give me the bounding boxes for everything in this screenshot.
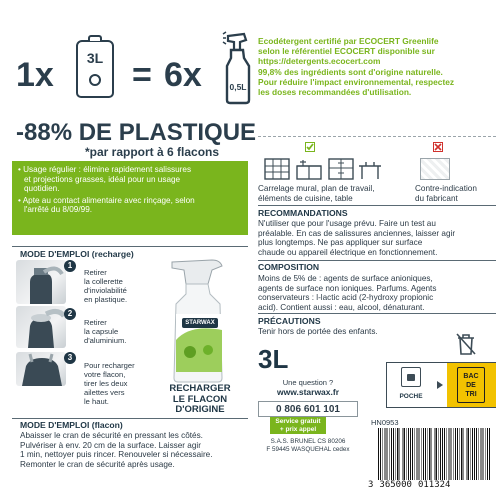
- barcode-digits: [368, 480, 496, 490]
- step3-number: 3: [64, 352, 76, 364]
- plastic-headline: -88% DE PLASTIQUE: [16, 119, 257, 146]
- mode-flacon-line: Pulvériser à env. 20 cm de la surface. Laisser agir: [20, 440, 201, 450]
- phone-number: 0 806 601 101: [276, 403, 340, 415]
- recommandations-line: préalable. En cas de salissures anciennes, laisser agir: [258, 228, 456, 238]
- qty-refill: 1x: [16, 56, 54, 94]
- step-line: tirer les deux: [84, 379, 128, 388]
- kitchen-icon: [328, 158, 354, 180]
- usage-line: quotidien.: [24, 184, 60, 194]
- service-line: + prix appel: [279, 425, 317, 433]
- step-line: la collerette: [84, 277, 123, 286]
- plastic-sub: *par rapport à 6 flacons: [85, 145, 220, 159]
- refill-can-icon: [76, 40, 114, 98]
- step-line: le haut.: [84, 397, 109, 406]
- arrow-icon: [437, 381, 443, 389]
- recycle-panel: [386, 362, 496, 408]
- composition-title: COMPOSITION: [258, 262, 320, 272]
- recommandations-line: chaude ou appareil électrique en fonctionnement.: [258, 247, 438, 257]
- surface-ok-text: [258, 184, 408, 203]
- step-line: la capsule: [84, 327, 119, 336]
- ecolabel-line: 99,8% des ingrédients sont d'origine naturelle.: [258, 66, 443, 77]
- surface-no-line: Contre-indication: [415, 184, 477, 193]
- table-icon: [358, 160, 382, 180]
- surface-ok-line: Carrelage mural, plan de travail,: [258, 184, 375, 193]
- surface-no-line: du fabricant: [415, 193, 458, 203]
- precautions-title: PRÉCAUTIONS: [258, 316, 321, 326]
- surface-divider: [258, 136, 496, 137]
- step-line: ailettes vers: [84, 388, 125, 397]
- rule: [12, 246, 248, 247]
- tile-wall-icon: [264, 158, 290, 180]
- company-address: [258, 438, 358, 454]
- step-line: d'inviolabilité: [84, 286, 127, 295]
- step2-number: 2: [64, 308, 76, 320]
- usage-line: l'arrêté du 8/09/99.: [24, 205, 93, 215]
- recycle-bin-icon: [447, 363, 496, 407]
- recommandations-title: RECOMMANDATIONS: [258, 208, 348, 218]
- prohibited-surface-icon: [420, 158, 450, 180]
- composition-line: acid). Contient aussi : eau, alcool, dénaturant.: [258, 302, 425, 312]
- phone-box[interactable]: [258, 401, 358, 417]
- mode-flacon-title: MODE D'EMPLOI (flacon): [20, 420, 123, 430]
- spray-bottle-label: 0,5L: [229, 82, 247, 92]
- barcode-digit-group: 011324: [417, 480, 451, 490]
- barcode-digit-group: 365000: [379, 480, 412, 490]
- composition-line: agents de surface non ioniques. Parfums. Agents: [258, 283, 437, 293]
- precautions-text: Tenir hors de portée des enfants.: [258, 327, 378, 336]
- volume-label: 3L: [258, 344, 289, 374]
- barcode-digit-group: 3: [368, 480, 374, 490]
- step3-photo: [16, 352, 66, 386]
- usage-box: [12, 161, 248, 235]
- step-line: d'aluminium.: [84, 336, 127, 345]
- composition-text: [258, 274, 498, 312]
- product-brand-logo: STARWAX: [182, 318, 218, 328]
- bin-label-line: DE: [466, 382, 476, 389]
- usage-line: • Usage régulier : élimine rapidement salissures: [18, 165, 192, 174]
- product-code: HN0953: [371, 418, 399, 427]
- address-line: F 59445 WASQUEHAL cedex: [266, 446, 350, 453]
- pouch-icon: [401, 367, 421, 387]
- cross-icon: [433, 142, 443, 152]
- refill-callout: [150, 384, 250, 416]
- recommandations-line: plus longtemps. Ne pas appliquer sur surface: [258, 238, 423, 248]
- step2-photo: [16, 306, 66, 348]
- step1-photo: [16, 260, 66, 304]
- spray-bottle-icon: [222, 30, 254, 106]
- ecolabel-line: selon le référentiel ECOCERT disponible sur: [258, 46, 435, 57]
- contact-box: [258, 378, 358, 454]
- ecolabel-line: les doses recommandées d'utilisation.: [258, 87, 412, 98]
- surface-ok-line: éléments de cuisine, table: [258, 193, 353, 203]
- rule: [258, 260, 496, 261]
- check-icon: [305, 142, 315, 152]
- mode-recharge-title: MODE D'EMPLOI (recharge): [20, 249, 134, 259]
- ecolabel-line: Pour réduire l'impact environnemental, respectez: [258, 76, 455, 87]
- equals-sign: =: [132, 56, 152, 94]
- rule: [12, 418, 248, 419]
- usage-line: • Apte au contact alimentaire avec rinçage, selon: [18, 195, 195, 205]
- contact-question: Une question ?: [282, 378, 334, 387]
- contact-site[interactable]: www.starwax.fr: [276, 387, 340, 397]
- rule: [258, 313, 496, 314]
- mode-flacon-text: [20, 431, 255, 469]
- bin-label-line: BAC: [463, 373, 479, 380]
- step1-text: [84, 268, 127, 304]
- product-bottle-image: [150, 254, 246, 384]
- qty-bottles: 6x: [164, 56, 202, 94]
- bin-icon: [455, 332, 477, 356]
- mode-flacon-line: Remonter le cran de sécurité après usage.: [20, 459, 175, 469]
- usage-line: et projections grasses, idéal pour un usage: [24, 174, 181, 184]
- mode-flacon-line: 1 min, nettoyer puis rincer. Renouveler si nécessaire.: [20, 450, 213, 460]
- address-line: S.A.S. BRUNEL CS 80206: [270, 438, 346, 445]
- step-line: votre flacon,: [84, 370, 126, 379]
- bin-label-line: TRI: [465, 391, 477, 398]
- ecolabel-link[interactable]: https://detergents.ecocert.com: [258, 56, 381, 67]
- surface-no-text: [415, 184, 500, 203]
- step-line: Retirer: [84, 318, 107, 327]
- composition-line: Moins de 5% de : agents de surface anioniques,: [258, 274, 433, 283]
- composition-line: conservateurs : l-lactic acid (2-hydroxy propionic: [258, 293, 434, 303]
- worktop-icon: [296, 158, 322, 180]
- recommandations-line: N'utiliser que pour l'usage prévu. Faire un test au: [258, 219, 436, 228]
- barcode-icon: [378, 428, 490, 480]
- rule: [258, 205, 496, 206]
- pouch-label: POCHE: [399, 393, 423, 400]
- step-line: Pour recharger: [84, 361, 135, 370]
- service-badge: [270, 417, 326, 434]
- step1-number: 1: [64, 260, 76, 272]
- step-line: en plastique.: [84, 295, 128, 304]
- ecolabel-line: Ecodétergent certifié par ECOCERT Greenlife: [258, 36, 439, 46]
- mode-flacon-line: Abaisser le cran de sécurité en pressant les côtés.: [20, 431, 203, 440]
- refill-callout-line: D'ORIGINE: [175, 404, 225, 415]
- step-line: Retirer: [84, 268, 107, 277]
- service-line: Service gratuit: [275, 418, 321, 425]
- ecolabel-text: [258, 36, 496, 97]
- refill-can-label: 3L: [86, 50, 104, 66]
- recommandations-text: [258, 219, 498, 257]
- step2-text: [84, 318, 126, 345]
- refill-callout-line: LE FLACON: [172, 393, 228, 405]
- refill-callout-line: RECHARGER: [169, 383, 231, 394]
- step3-text: [84, 361, 135, 406]
